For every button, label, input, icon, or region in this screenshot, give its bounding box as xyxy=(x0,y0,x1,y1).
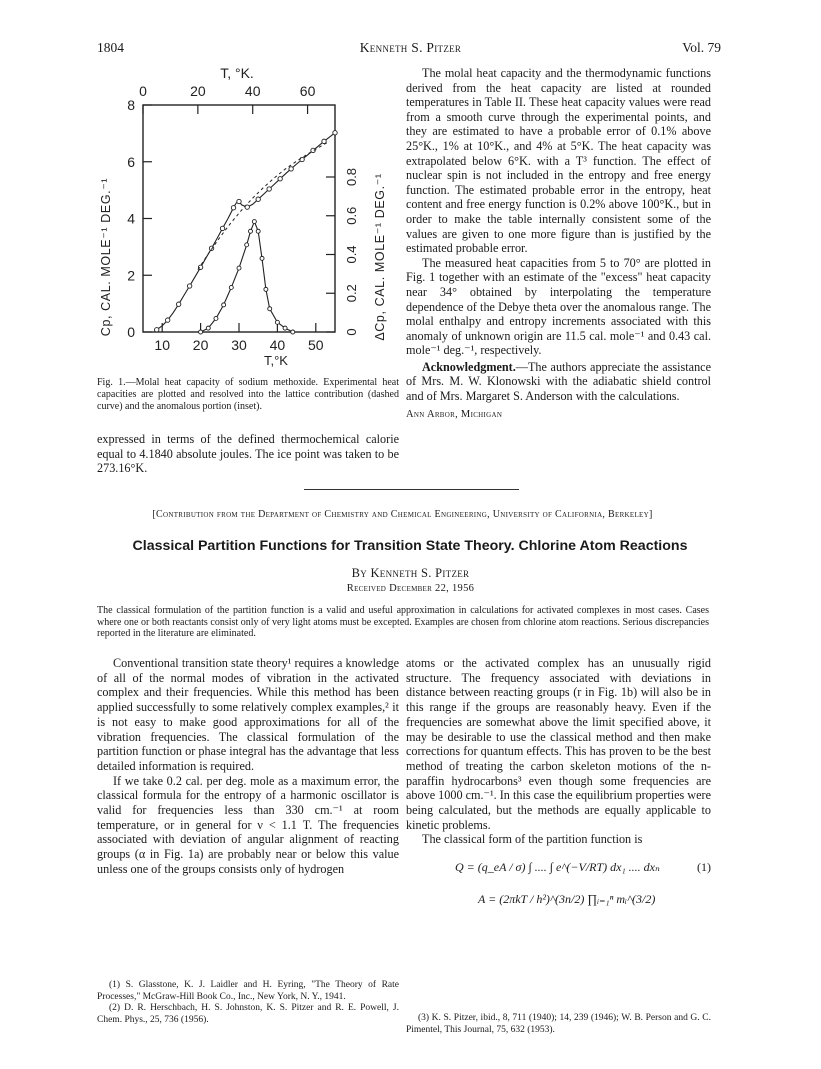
right-tick-label: 0 xyxy=(344,328,359,336)
data-point xyxy=(237,199,241,203)
data-point xyxy=(267,187,271,191)
partition-intro: The classical form of the partition function is xyxy=(422,832,643,847)
top-tick-label: 20 xyxy=(190,83,206,99)
received-date: Received December 22, 1956 xyxy=(346,583,475,594)
bottom-tick-label: 20 xyxy=(192,337,209,353)
lattice-curve xyxy=(198,141,330,269)
data-point xyxy=(165,318,169,322)
anomaly-point xyxy=(237,266,241,270)
experimental-curve xyxy=(157,133,335,330)
paragraph-heat-capacity: The molal heat capacity and the thermodynamic functions derived from the heat capacity are listed at rounded temperatures in Table II. These heat capacity values were read from a smooth curve through the experimental points, and they are estimated to have a probable error of 0.1% above 25°K., 1% at 10°K., and 4% at 5°K. The heat capacity was extrapolated below 6°K. with a T³ function. The effect of nuclear spin is not included in the entropy and free energy function. The estimated probable error in the entropy, heat content and free energy function is 0.2% above 100°K., but in order to make the table internally consistent some of the values are given to one more figure than is justified by the estimated probable error. xyxy=(406,66,711,256)
anomaly-point xyxy=(283,326,287,330)
bottom-tick-label: 40 xyxy=(269,337,286,353)
data-point xyxy=(220,226,224,230)
anomaly-point xyxy=(291,330,295,334)
anomaly-point xyxy=(268,307,272,311)
data-point xyxy=(289,167,293,171)
right-axis-label: ΔCp, CAL. MOLE⁻¹ DEG.⁻¹ xyxy=(373,173,387,341)
bottom-tick-label: 10 xyxy=(154,337,170,353)
byline: By Kenneth S. Pitzer xyxy=(351,566,470,580)
body-left-column xyxy=(97,656,399,877)
left-tick-label: 8 xyxy=(127,97,135,113)
plot-frame xyxy=(143,105,335,332)
anomaly-point xyxy=(245,243,249,247)
contribution-note: [Contribution from the Department of Chemistry and Chemical Engineering, University of California, Berkeley] xyxy=(152,509,653,520)
anomaly-point xyxy=(214,316,218,320)
footnote-2: (2) D. R. Herschbach, H. S. Johnston, K. S. Pitzer and R. E. Powell, J. Chem. Phys., 25, 736 (1956). xyxy=(97,1003,399,1025)
acknowledgment xyxy=(406,360,711,404)
volume-label: Vol. 79 xyxy=(682,40,721,55)
ack-heading: Acknowledgment. xyxy=(422,359,516,374)
anomaly-point xyxy=(249,229,253,233)
equation-1-body: Q = (q_eA / σ) ∫ .... ∫ e^(−V/RT) dx₁ .... dxₙ xyxy=(455,860,660,874)
anomaly-point xyxy=(229,285,233,289)
data-point xyxy=(278,177,282,181)
footnotes-left xyxy=(97,980,399,1026)
right-tick-label: 0.2 xyxy=(344,284,359,303)
units-paragraph: expressed in terms of the defined thermochemical calorie equal to 4.1840 absolute joules. The ice point was taken to be 273.16°K. xyxy=(97,432,399,476)
intro-paragraph: Conventional transition state theory¹ requires a knowledge of all of the normal modes of vibration in the activated complex and their frequencies. While this method has been applied successfully to some relatively complex examples,² it is not easy to make good approximations for all of the vibration frequencies. The classical formulation of the partition function or phase integral has the advantage that less detailed information is required. xyxy=(97,656,399,773)
error-paragraph: If we take 0.2 cal. per deg. mole as a maximum error, the classical formula for the entropy of a harmonic oscillator is valid for frequencies less than 330 cm.⁻¹ at room temperature, or in general for ν < 1.1 T. The frequencies associated with deviation of angular alignment of reacting groups (α in Fig. 1a) are probably near or below this value unless one of the groups consists only of hydrogen xyxy=(97,773,399,876)
paragraph-measured: The measured heat capacities from 5 to 70° are plotted in Fig. 1 together with an estimate of the "excess" heat capacity near 34° obtained by interpolating the temperature dependence of the Debye theta over the anomalous range. The molal enthalpy and entropy increments associated with this anomaly of unknown origin are 11.5 cal. mole⁻¹ and 0.43 cal. mole⁻¹ deg.⁻¹, respectively. xyxy=(406,255,711,358)
left-tick-label: 4 xyxy=(127,210,135,227)
plot-area xyxy=(155,131,338,334)
data-point xyxy=(155,328,159,332)
tick-marks xyxy=(143,105,335,332)
top-tick-labels xyxy=(139,83,315,99)
ack-body: —The authors appreciate the assistance of Mrs. M. W. Klonowski with the adiabatic shield control and of Mrs. Margaret S. Anderson with the calculations. xyxy=(406,359,711,404)
data-point xyxy=(187,284,191,288)
data-point xyxy=(333,131,337,135)
left-tick-label: 0 xyxy=(127,324,135,340)
running-author: Kenneth S. Pitzer xyxy=(359,40,462,55)
footnote-1: (1) S. Glasstone, K. J. Laidler and H. Eyring, "The Theory of Rate Processes," McGraw-Hill Book Co., Inc., New York, N. Y., 1941. xyxy=(97,980,399,1002)
footnotes-right xyxy=(406,1013,711,1036)
right-tick-label: 0.6 xyxy=(344,206,359,225)
figure-1 xyxy=(88,62,398,370)
bottom-tick-labels xyxy=(154,337,323,353)
anomaly-point xyxy=(222,303,226,307)
equation-1 xyxy=(455,860,711,875)
top-tick-label: 0 xyxy=(139,83,147,99)
anomaly-point xyxy=(275,320,279,324)
anomaly-curve xyxy=(201,222,293,332)
data-point xyxy=(231,206,235,210)
data-point xyxy=(322,139,326,143)
data-point xyxy=(256,197,260,201)
top-tick-label: 40 xyxy=(244,83,261,99)
bottom-tick-label: 30 xyxy=(231,337,247,353)
place-line: Ann Arbor, Michigan xyxy=(406,408,503,420)
right-tick-labels xyxy=(344,168,359,336)
caption-rest: Experimental heat capacities are plotted and resolved into the lattice contribution (dashed curve) and the anomalous portion (inset). xyxy=(97,377,400,413)
anomaly-point xyxy=(199,330,203,334)
equation-2: A = (2πkT / h²)^(3n/2) ∏ᵢ₌₁ⁿ mᵢ^(3/2) xyxy=(478,892,656,906)
left-column-top-text xyxy=(97,432,399,476)
bottom-tick-label: 50 xyxy=(308,337,324,353)
data-point xyxy=(300,157,304,161)
top-axis-label: T, °K. xyxy=(220,65,254,81)
left-tick-label: 2 xyxy=(127,267,135,284)
article-title: Classical Partition Functions for Transition State Theory. Chlorine Atom Reactions xyxy=(132,538,688,554)
top-tick-label: 60 xyxy=(299,83,316,99)
right-tick-label: 0.4 xyxy=(344,245,359,264)
abstract: The classical formulation of the partition function is a valid and useful approximation in calculations for activated complexes in most cases. Cases where one or both reactants consist only of very light atoms must be excepted. Examples are chosen from chlorine atom reactions. Serious discrepancies reported in the literature are eliminated. xyxy=(97,605,709,640)
anomaly-point xyxy=(256,229,260,233)
equation-1-number: (1) xyxy=(697,860,711,874)
bottom-axis-label: T,°K xyxy=(264,353,288,368)
continued-paragraph: atoms or the activated complex has an unusually rigid structure. The frequency associated with deviations in distance between reacting groups (r in Fig. 1b) will also be in this range if the groups are reasonably heavy. Even if the frequencies are somewhat above the limit specified above, it may be desirable to use the classical method and then make corrections for quantum effects. This has proven to be the best method of treating the carbon skeleton motions of the n-paraffin hydrocarbons³ even though some frequencies are above 1000 cm.⁻¹. In this case the equilibrium properties were being calculated, but the methods are equally applicable to kinetic problems. xyxy=(406,656,711,832)
anomaly-point xyxy=(264,287,268,291)
anomaly-point xyxy=(260,256,264,260)
anomaly-point xyxy=(206,326,210,330)
data-point xyxy=(176,302,180,306)
caption-lead: Fig. 1.—Molal heat capacity of sodium methoxide. xyxy=(97,377,319,388)
figure-caption xyxy=(97,377,399,414)
footnote-3: (3) K. S. Pitzer, ibid., 8, 711 (1940); 14, 239 (1946); W. B. Person and G. C. Pimentel, This Journal, 75, 632 (1953). xyxy=(406,1013,711,1035)
anomaly-point xyxy=(252,220,256,224)
left-axis-label: Cp, CAL. MOLE⁻¹ DEG.⁻¹ xyxy=(99,177,113,337)
right-tick-label: 0.8 xyxy=(344,167,359,187)
article-separator xyxy=(304,489,519,490)
body-right-column xyxy=(406,656,711,847)
left-tick-label: 6 xyxy=(127,153,135,170)
left-tick-labels xyxy=(127,97,135,340)
right-column-top xyxy=(406,66,711,422)
page-number: 1804 xyxy=(97,40,124,55)
